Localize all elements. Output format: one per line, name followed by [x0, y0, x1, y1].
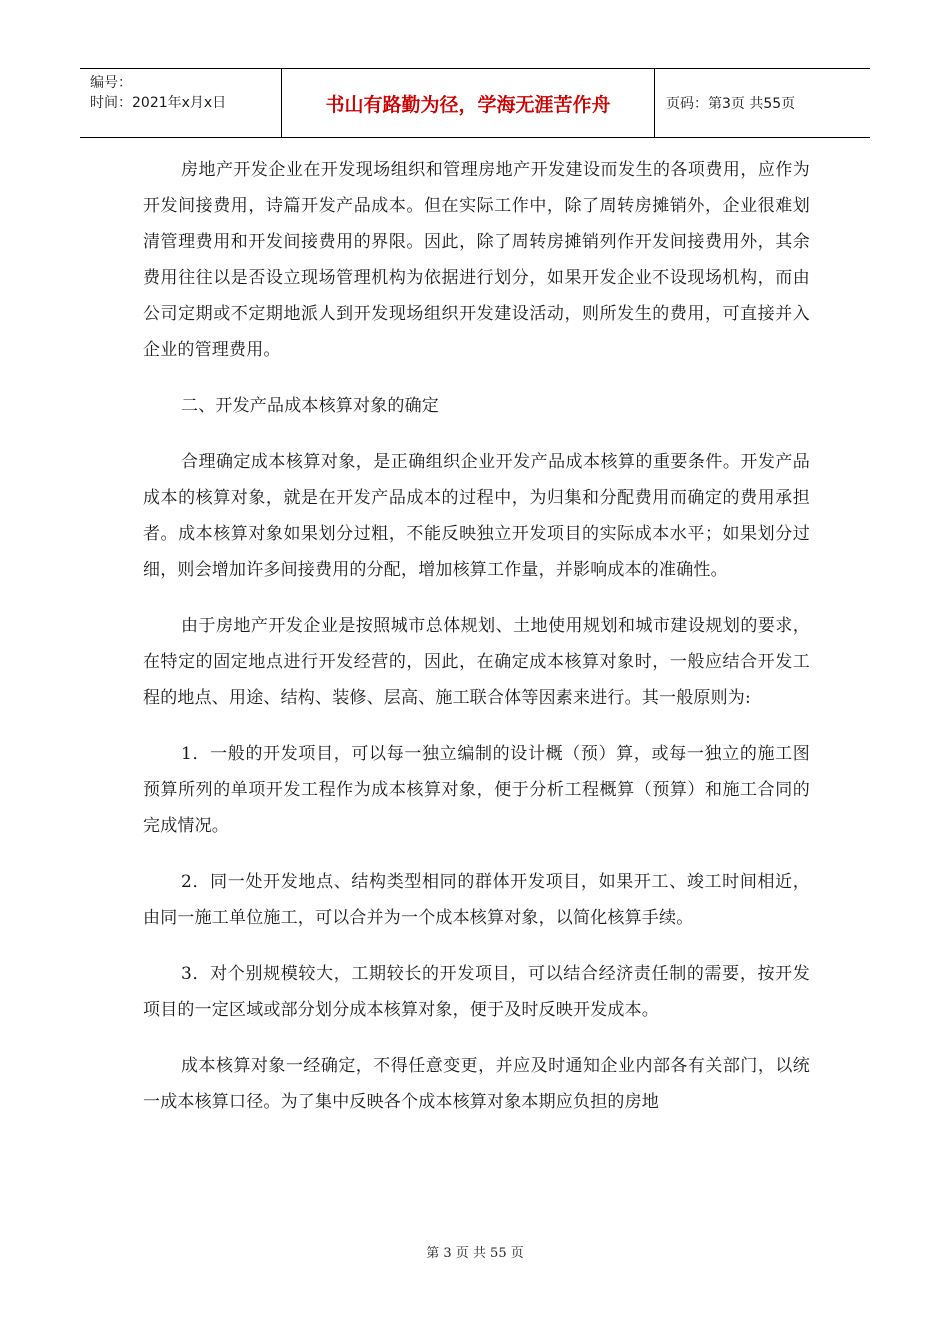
header-page-info: 页码：第3页 共55页 — [666, 96, 796, 112]
header-meta — [80, 69, 282, 137]
paragraph: 由于房地产开发企业是按照城市总体规划、土地使用规划和城市建设规划的要求，在特定的固定地点进行开发经营的，因此，在确定成本核算对象时，一般应结合开发工程的地点、用途、结构、装修、层高、施工联合体等因素来进行。其一般原则为: — [143, 616, 810, 708]
paragraph: 房地产开发企业在开发现场组织和管理房地产开发建设而发生的各项费用，应作为开发间接费用，诗篇开发产品成本。但在实际工作中，除了周转房摊销外，企业很难划清管理费用和开发间接费用的界限。因此，除了周转房摊销列作开发间接费用外，其余费用往往以是否设立现场管理机构为依据进行划分，如果开发企业不设现场机构，而由公司定期或不定期地派人到开发现场组织开发建设活动，则所发生的费用，可直接并入企业的管理费用。 — [143, 160, 810, 360]
page-footer: 第 3 页 共 55 页 — [426, 1246, 524, 1261]
header-motto: 书山有路勤为径，学海无涯苦作舟 — [282, 69, 655, 137]
list-item: 1．一般的开发项目，可以每一独立编制的设计概（预）算，或每一独立的施工图预算所列的单项开发工程作为成本核算对象，便于分析工程概算（预算）和施工合同的完成情况。 — [143, 744, 810, 836]
section-heading: 二、开发产品成本核算对象的确定 — [181, 396, 439, 416]
paragraph: 成本核算对象一经确定，不得任意变更，并应及时通知企业内部各有关部门，以统一成本核算口径。为了集中反映各个成本核算对象本期应负担的房地 — [143, 1056, 810, 1112]
time-label: 时间：2021年x月x日 — [90, 95, 227, 111]
paragraph: 合理确定成本核算对象，是正确组织企业开发产品成本核算的重要条件。开发产品成本的核算对象，就是在开发产品成本的过程中，为归集和分配费用而确定的费用承担者。成本核算对象如果划分过粗，不能反映独立开发项目的实际成本水平；如果划分过细，则会增加许多间接费用的分配，增加核算工作量，并影响成本的准确性。 — [143, 452, 810, 580]
number-label: 编号： — [90, 75, 132, 91]
list-item: 2．同一处开发地点、结构类型相同的群体开发项目，如果开工、竣工时间相近，由同一施工单位施工，可以合并为一个成本核算对象，以简化核算手续。 — [143, 872, 810, 928]
list-item: 3．对个别规模较大，工期较长的开发项目，可以结合经济责任制的需要，按开发项目的一定区域或部分划分成本核算对象，便于及时反映开发成本。 — [143, 964, 810, 1020]
document-header — [80, 68, 870, 138]
document-body — [143, 152, 810, 1140]
